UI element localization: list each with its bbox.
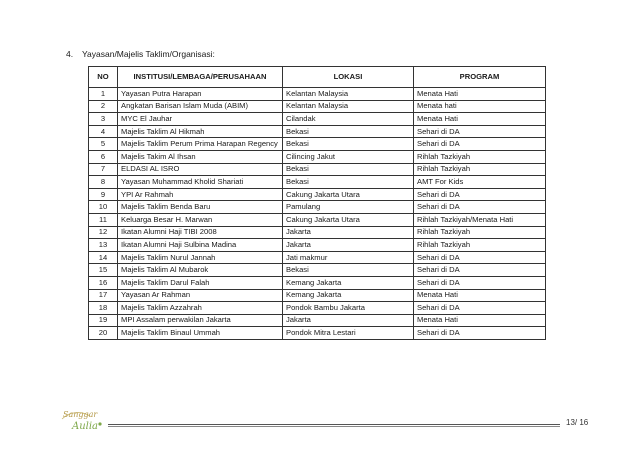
cell-program: Menata Hati (414, 289, 546, 302)
cell-institution: YPI Ar Rahmah (118, 188, 283, 201)
cell-location: Kelantan Malaysia (283, 88, 414, 101)
logo-leaf-icon (98, 422, 101, 425)
cell-no: 5 (89, 138, 118, 151)
cell-institution: Majelis Taklim Azzahrah (118, 302, 283, 315)
cell-location: Bekasi (283, 264, 414, 277)
table-row (89, 176, 546, 189)
cell-program: Sehari di DA (414, 276, 546, 289)
cell-no: 16 (89, 276, 118, 289)
cell-location: Bekasi (283, 163, 414, 176)
cell-no: 20 (89, 327, 118, 340)
cell-program: Rihlah Tazkiyah/Menata Hati (414, 213, 546, 226)
table-header-row (89, 67, 546, 88)
cell-program: Sehari di DA (414, 125, 546, 138)
cell-institution: Ikatan Alumni Haji TIBI 2008 (118, 226, 283, 239)
table-row (89, 150, 546, 163)
cell-location: Bekasi (283, 176, 414, 189)
header-institution: INSTITUSI/LEMBAGA/PERUSAHAAN (118, 67, 283, 88)
table-row (89, 88, 546, 101)
table-row (89, 213, 546, 226)
section-title: Yayasan/Majelis Taklim/Organisasi: (82, 49, 215, 59)
cell-no: 7 (89, 163, 118, 176)
table-body (89, 88, 546, 340)
cell-program: Sehari di DA (414, 264, 546, 277)
table-row (89, 188, 546, 201)
cell-no: 6 (89, 150, 118, 163)
cell-institution: Yayasan Putra Harapan (118, 88, 283, 101)
cell-location: Jakarta (283, 314, 414, 327)
cell-location: Pondok Bambu Jakarta (283, 302, 414, 315)
cell-institution: ELDASI AL ISRO (118, 163, 283, 176)
cell-location: Bekasi (283, 125, 414, 138)
table-row (89, 138, 546, 151)
cell-location: Kemang Jakarta (283, 289, 414, 302)
cell-program: Rihlah Tazkiyah (414, 163, 546, 176)
cell-program: Sehari di DA (414, 138, 546, 151)
cell-location: Cilincing Jakut (283, 150, 414, 163)
table-row (89, 302, 546, 315)
cell-program: Sehari di DA (414, 188, 546, 201)
cell-no: 12 (89, 226, 118, 239)
cell-program: Sehari di DA (414, 302, 546, 315)
cell-program: Sehari di DA (414, 327, 546, 340)
cell-institution: Angkatan Barisan Islam Muda (ABIM) (118, 100, 283, 113)
table-row (89, 226, 546, 239)
cell-institution: Majelis Taklim Perum Prima Harapan Regency (118, 138, 283, 151)
cell-program: Menata hati (414, 100, 546, 113)
cell-location: Cakung Jakarta Utara (283, 213, 414, 226)
table-row (89, 113, 546, 126)
header-program: PROGRAM (414, 67, 546, 88)
cell-location: Jakarta (283, 226, 414, 239)
cell-institution: Keluarga Besar H. Marwan (118, 213, 283, 226)
cell-program: Sehari di DA (414, 251, 546, 264)
cell-location: Cilandak (283, 113, 414, 126)
footer-rule (108, 424, 560, 427)
table-row (89, 125, 546, 138)
table-row (89, 239, 546, 252)
organization-table (88, 66, 546, 340)
page-number: 13/ 16 (566, 418, 589, 427)
header-location: LOKASI (283, 67, 414, 88)
cell-no: 1 (89, 88, 118, 101)
cell-location: Cakung Jakarta Utara (283, 188, 414, 201)
cell-no: 19 (89, 314, 118, 327)
cell-location: Jati makmur (283, 251, 414, 264)
cell-institution: Majelis Taklim Al Hikmah (118, 125, 283, 138)
cell-no: 18 (89, 302, 118, 315)
cell-no: 3 (89, 113, 118, 126)
cell-no: 10 (89, 201, 118, 214)
section-number: 4. (66, 49, 74, 59)
cell-program: AMT For Kids (414, 176, 546, 189)
cell-institution: Yayasan Muhammad Kholid Shariati (118, 176, 283, 189)
cell-program: Rihlah Tazkiyah (414, 226, 546, 239)
cell-no: 17 (89, 289, 118, 302)
cell-institution: Majelis Taklim Benda Baru (118, 201, 283, 214)
cell-no: 11 (89, 213, 118, 226)
table-row (89, 251, 546, 264)
cell-institution: Majelis Taklim Nurul Jannah (118, 251, 283, 264)
cell-institution: Majelis Takim Al Ihsan (118, 150, 283, 163)
cell-location: Kelantan Malaysia (283, 100, 414, 113)
table-row (89, 201, 546, 214)
cell-program: Menata Hati (414, 314, 546, 327)
cell-institution: Yayasan Ar Rahman (118, 289, 283, 302)
cell-institution: Majelis Taklim Binaul Ummah (118, 327, 283, 340)
cell-institution: MYC El Jauhar (118, 113, 283, 126)
cell-location: Pamulang (283, 201, 414, 214)
table-row (89, 100, 546, 113)
header-no: NO (89, 67, 118, 88)
cell-institution: Majelis Taklim Darul Falah (118, 276, 283, 289)
cell-institution: Ikatan Alumni Haji Sulbina Madina (118, 239, 283, 252)
cell-program: Menata Hati (414, 113, 546, 126)
table-row (89, 289, 546, 302)
table-row (89, 163, 546, 176)
section-heading (66, 49, 215, 59)
cell-institution: Majelis Taklim Al Mubarok (118, 264, 283, 277)
cell-no: 14 (89, 251, 118, 264)
cell-program: Rihlah Tazkiyah (414, 150, 546, 163)
cell-location: Pondok Mitra Lestari (283, 327, 414, 340)
cell-no: 8 (89, 176, 118, 189)
cell-program: Menata Hati (414, 88, 546, 101)
cell-program: Sehari di DA (414, 201, 546, 214)
cell-no: 13 (89, 239, 118, 252)
cell-institution: MPI Assalam perwakilan Jakarta (118, 314, 283, 327)
table-row (89, 276, 546, 289)
cell-program: Rihlah Tazkiyah (414, 239, 546, 252)
logo-text-top: Sanggar (63, 410, 98, 419)
cell-location: Kemang Jakarta (283, 276, 414, 289)
cell-no: 4 (89, 125, 118, 138)
cell-no: 15 (89, 264, 118, 277)
cell-location: Bekasi (283, 138, 414, 151)
cell-location: Jakarta (283, 239, 414, 252)
table-row (89, 327, 546, 340)
table-row (89, 314, 546, 327)
cell-no: 9 (89, 188, 118, 201)
cell-no: 2 (89, 100, 118, 113)
logo-text-bottom: Aulia (72, 421, 99, 432)
table-row (89, 264, 546, 277)
sanggar-aulia-logo (60, 407, 106, 433)
